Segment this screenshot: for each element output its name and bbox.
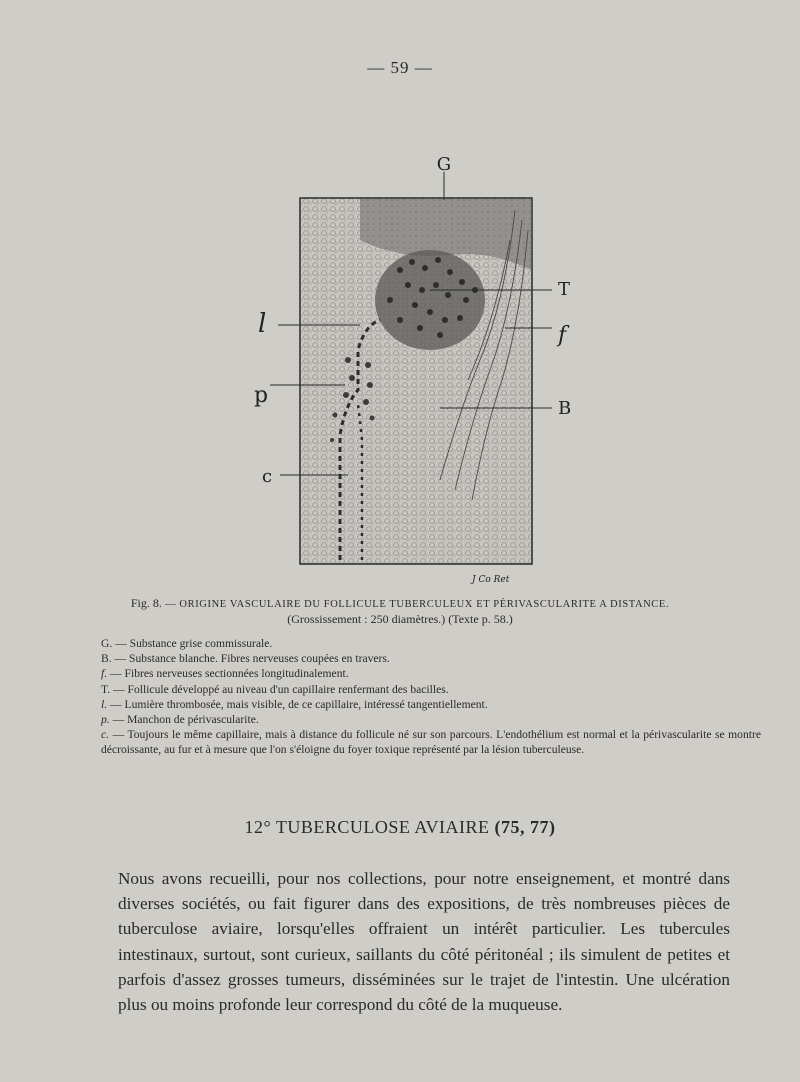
legend-item: f. — Fibres nerveuses sectionnées longitudinalement.: [101, 667, 349, 681]
section-heading: [0, 817, 800, 838]
figure-caption-subtitle: (Grossissement : 250 diamètres.) (Texte p. 58.): [287, 612, 513, 626]
label-c: c: [262, 466, 273, 487]
artist-signature: J Co Ret: [472, 575, 510, 585]
legend-item: p. — Manchon de périvascularite.: [101, 713, 259, 727]
label-f: f: [558, 323, 567, 348]
section-heading-refs: (75, 77): [494, 817, 556, 837]
label-g: G: [436, 154, 452, 175]
figure-number: Fig. 8.: [130, 596, 162, 610]
figure-title: — ORIGINE VASCULAIRE DU FOLLICULE TUBERCULEUX ET PÉRIVASCULARITE A DISTANCE.: [165, 599, 670, 610]
label-t: T: [558, 279, 571, 300]
label-b: B: [558, 398, 572, 419]
body-paragraph: Nous avons recueilli, pour nos collections, pour notre enseignement, et montré dans diverses sociétés, ou fait figurer dans des expositions, de très nombreuses pièces de tuberculose aviaire, lorsqu'elles offraient un intérêt particulier. Les tubercules intestinaux, surtout, sont curieux, saillants du côté péritonéal ; ils simulent de petites et parfois d'assez grosses tumeurs, disséminées sur le trajet de l'intestin. Une ulcération plus ou moins profonde leur correspond du côté de la muqueuse.: [118, 869, 730, 1015]
legend-item: B. — Substance blanche. Fibres nerveuses coupées en travers.: [101, 652, 390, 666]
label-l: l: [258, 309, 267, 339]
figure-caption-title: [100, 596, 700, 611]
legend-item: c. — Toujours le même capillaire, mais à distance du follicule né sur son parcours. L'endothélium est normal et la périvascularite se montre décroissante, au fur et à mesure que l'on s'éloigne du foyer toxique représenté par la lésion tuberculeuse.: [101, 728, 761, 757]
label-p: p: [254, 383, 269, 408]
legend-item: T. — Follicule développé au niveau d'un capillaire renfermant des bacilles.: [101, 682, 449, 696]
figure-legend: [101, 636, 761, 758]
section-heading-title: 12° TUBERCULOSE AVIAIRE: [244, 817, 490, 837]
histology-figure: [240, 150, 600, 590]
page-number: — 59 —: [367, 58, 433, 77]
legend-item: G. — Substance grise commissurale.: [101, 637, 273, 650]
micrograph-drawing: [240, 150, 600, 590]
legend-item: l. — Lumière thrombosée, mais visible, de ce capillaire, intéressé tangentiellement.: [101, 697, 488, 711]
